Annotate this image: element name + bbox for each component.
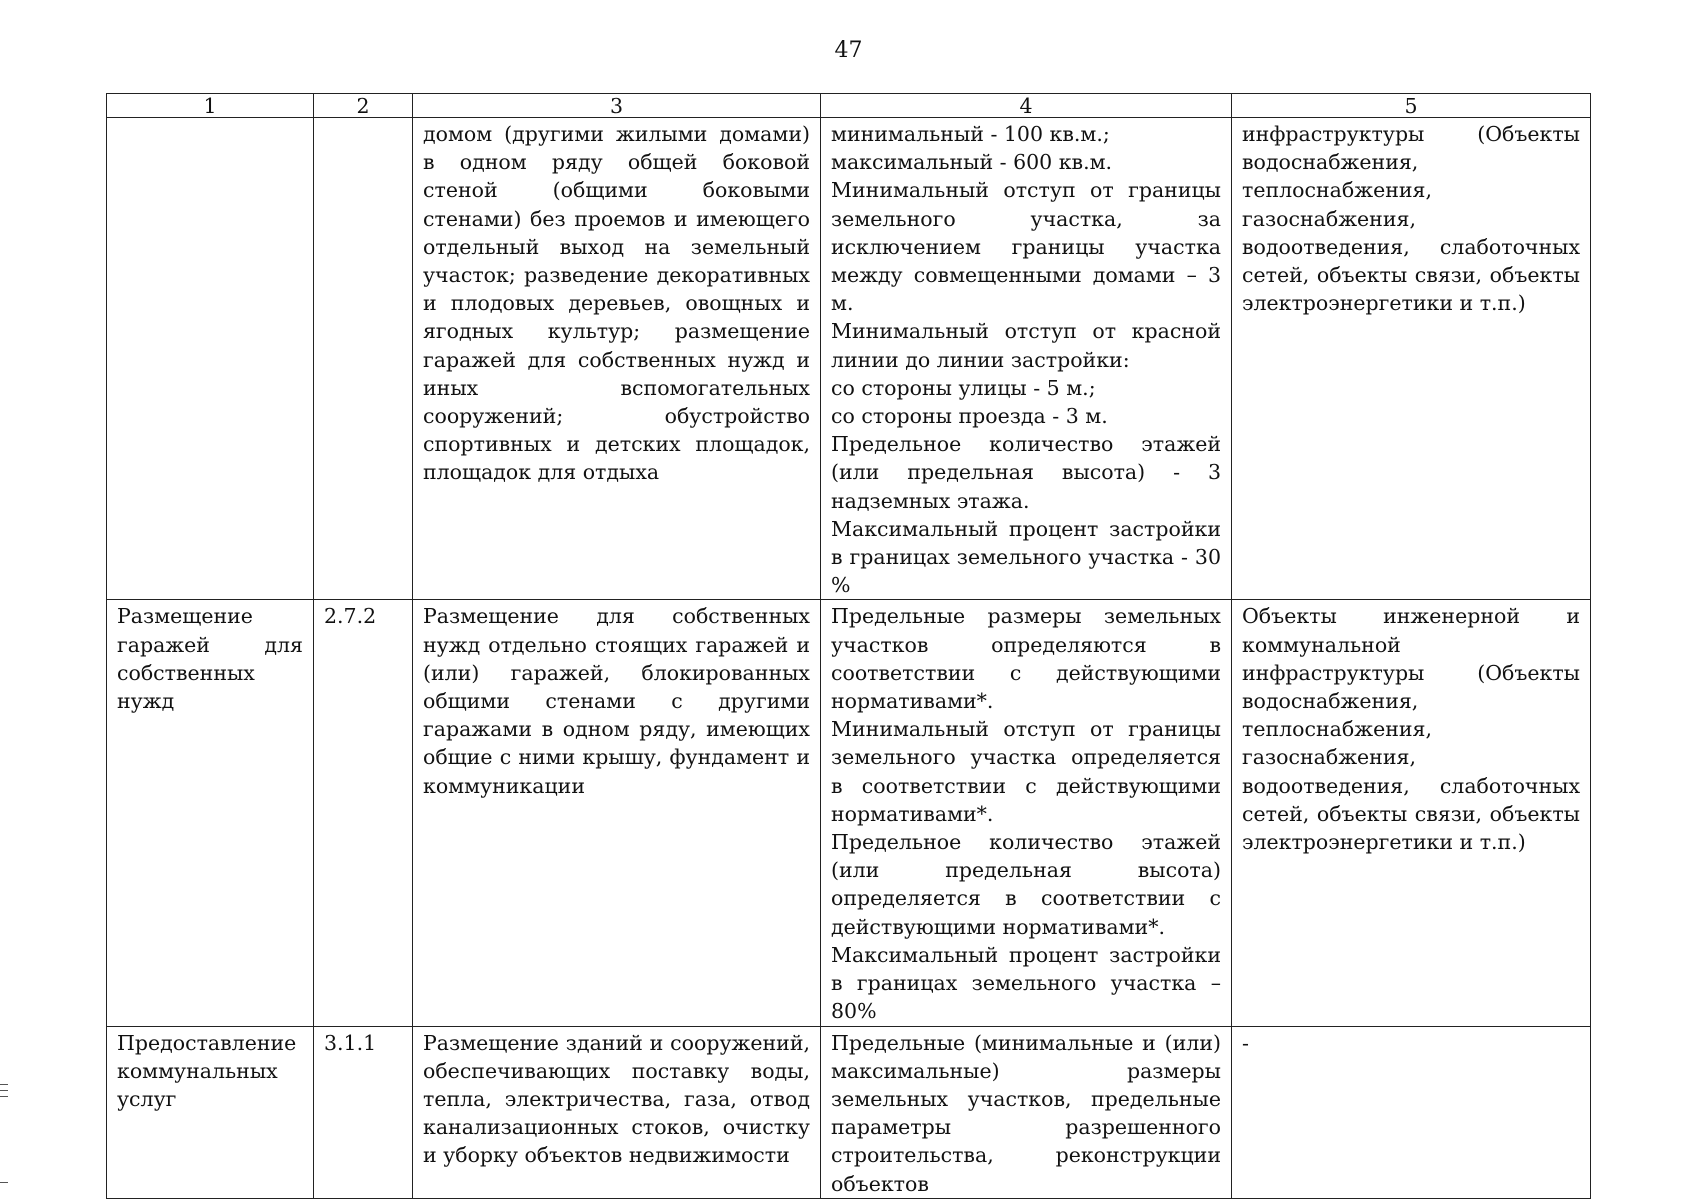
infrastructure-objects: Объекты инженерной и коммунальной инфраструктуры (Объекты водоснабжения, теплоснабжения, газоснабжения, водоотведения, слаботочных сетей, объекты связи, объекты электроэнергетики и т.п.) (1232, 600, 1591, 1026)
table-header-row (107, 94, 1591, 118)
use-type-name: Предоставление коммунальных услуг (107, 1026, 314, 1198)
column-header-1: 1 (107, 94, 314, 118)
column-header-5: 5 (1232, 94, 1591, 118)
parameter-line: со стороны проезда - 3 м. (831, 404, 1108, 429)
infrastructure-objects: инфраструктуры (Объекты водоснабжения, теплоснабжения, газоснабжения, водоотведения, слаботочных сетей, объекты связи, объекты электроэнергетики и т.п.) (1232, 118, 1591, 600)
building-parameters (821, 1026, 1232, 1198)
parameter-line: Предельное количество этажей (или предельная высота) - 3 надземных этажа. (831, 432, 1221, 513)
use-type-name (107, 118, 314, 600)
table-row (107, 1026, 1591, 1198)
use-type-name: Размещение гаражей для собственных нужд (107, 600, 314, 1026)
scan-margin-mark (0, 1084, 8, 1085)
parameter-line: Максимальный процент застройки в границах земельного участка – 80% (831, 942, 1221, 1024)
parameter-line: минимальный - 100 кв.м.; (831, 122, 1110, 146)
page-number: 47 (834, 38, 863, 63)
building-parameters (821, 118, 1232, 600)
column-header-4: 4 (821, 94, 1232, 118)
parameter-line: Максимальный процент застройки в границах земельного участка - 30 % (831, 516, 1221, 598)
use-type-description: Размещение зданий и сооружений, обеспечивающих поставку воды, тепла, электричества, газа, отвод канализационных стоков, очистку и уборку объектов недвижимости (413, 1026, 821, 1198)
use-type-description: Размещение для собственных нужд отдельно стоящих гаражей и (или) гаражей, блокированных общими стенами с другими гаражами в одном ряду, имеющих общие с ними крышу, фундамент и коммуникации (413, 600, 821, 1026)
land-use-regulations-table (106, 93, 1591, 1199)
column-header-2: 2 (314, 94, 413, 118)
scan-margin-mark (0, 1182, 8, 1183)
table-row (107, 600, 1591, 1026)
parameter-line: Минимальный отступ от границы земельного участка, за исключением границы участка между совмещенными домами – 3 м. (831, 178, 1221, 316)
building-parameters (821, 600, 1232, 1026)
parameter-line: Минимальный отступ от красной линии до линии застройки: (831, 319, 1221, 372)
use-type-description: домом (другими жилыми домами) в одном ряду общей боковой стеной (общими боковыми стенами) без проемов и имеющего отдельный выход на земельный участок; разведение декоративных и плодовых деревьев, овощных и ягодных культур; размещение гаражей для собственных нужд и иных вспомогательных сооружений; обустройство спортивных и детских площадок, площадок для отдыха (413, 118, 821, 600)
parameter-line: Предельные (минимальные и (или) максимальные) размеры земельных участков, предельные параметры разрешенного строительства, реконструкции объектов (831, 1030, 1221, 1196)
scan-margin-mark (0, 1090, 8, 1091)
parameter-line: Минимальный отступ от границы земельного участка определяется в соответствии с действующими нормативами*. (831, 717, 1221, 826)
parameter-line: Предельные размеры земельных участков определяются в соответствии с действующими нормативами*. (831, 604, 1221, 714)
parameter-line: максимальный - 600 кв.м. (831, 150, 1113, 175)
scan-margin-mark (0, 1096, 8, 1097)
use-type-code: 3.1.1 (314, 1026, 413, 1198)
use-type-code (314, 118, 413, 600)
infrastructure-objects: - (1232, 1026, 1591, 1198)
use-type-code: 2.7.2 (314, 600, 413, 1026)
table-row (107, 118, 1591, 600)
column-header-3: 3 (413, 94, 821, 118)
parameter-line: Предельное количество этажей (или предельная высота) определяется в соответствии с действующими нормативами*. (831, 830, 1221, 939)
parameter-line: со стороны улицы - 5 м.; (831, 375, 1096, 400)
